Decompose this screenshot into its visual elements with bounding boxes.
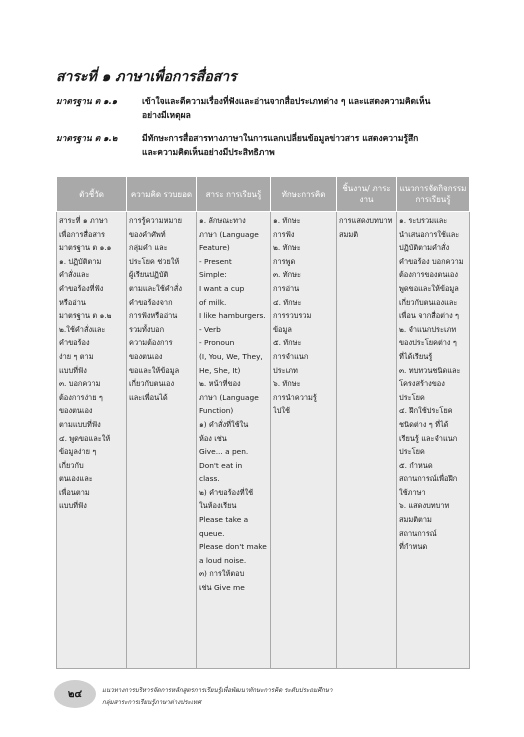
cell-line: ๑. ทักษะ <box>273 216 301 225</box>
cell-line: เกี่ยวกับ <box>59 460 84 470</box>
cell-line: Please don't make <box>199 542 267 552</box>
cell-line: ๖. ทักษะ <box>273 379 301 389</box>
cell-line: พูดขอและให้ข้อมูล <box>399 283 459 293</box>
cell-line: ภาษา (Language <box>199 229 259 239</box>
cell-line: ๑. ลักษณะทาง <box>199 216 246 225</box>
cell-line: ๕. ทักษะ <box>273 338 302 348</box>
cell-line: การอ่าน <box>273 283 300 293</box>
cell-line: ๒) คำขอร้องที่ใช้ <box>199 487 254 497</box>
cell-line: ภาษา (Language <box>199 392 259 402</box>
cell-line: ๓. ทบทวนชนิดและ <box>399 365 461 375</box>
cell-line: He, She, It) <box>199 365 241 375</box>
cell-line: ต้องการง่าย ๆ <box>59 392 103 402</box>
cell-line: การจำแนก <box>273 351 309 361</box>
cell-tasks <box>337 212 397 669</box>
cell-line: ข้อมูล <box>273 324 292 334</box>
cell-line: ห้อง เช่น <box>199 433 227 443</box>
cell-line: ข้อมูลง่าย ๆ <box>59 447 97 457</box>
cell-line: เพื่อการสื่อสาร <box>59 229 106 239</box>
cell-line: เกี่ยวกับตนเองและ <box>399 297 458 307</box>
cell-line: - Pronoun <box>199 338 235 348</box>
cell-line: ไปใช้ <box>273 406 291 416</box>
cell-line: ๓. บอกความ <box>59 379 101 389</box>
standard-2-label: มาตรฐาน ต ๑.๒ <box>56 134 118 144</box>
cell-line: ๔. ฝึกใช้ประโยค <box>399 406 453 416</box>
cell-line: เรียนรู้ และจำแนก <box>399 433 458 443</box>
cell-line: ใช้ภาษา <box>399 487 426 497</box>
table-row <box>57 212 470 669</box>
cell-line: คำขอร้อง บอกความ <box>399 256 464 266</box>
cell-line: สถานการณ์ <box>399 528 437 538</box>
cell-line: คำขอร้องที่ฟัง <box>59 283 104 293</box>
cell-line: เช่น Give me <box>199 583 245 593</box>
footer-line-1: แนวทางการบริหารจัดการหลักสูตรการเรียนรู้เพื่อพัฒนาทักษะการคิด ระดับประถมศึกษา <box>102 687 333 694</box>
cell-line: ๔. พูดขอและให้ <box>59 433 111 443</box>
page-number: ๒๔ <box>67 689 83 700</box>
cell-line: ๑) คำสั่งที่ใช้ใน <box>199 419 249 429</box>
cell-line: Simple: <box>199 270 227 280</box>
cell-line: ประโยค <box>399 447 425 457</box>
cell-line: ของคำศัพท์ <box>129 229 166 239</box>
cell-line: การฟังหรืออ่าน <box>129 311 178 321</box>
footer-line-2: กลุ่มสาระการเรียนรู้ภาษาต่างประเทศ <box>102 699 201 706</box>
cell-line: ประเภท <box>273 365 298 375</box>
cell-line: สมมติ <box>339 229 359 239</box>
standard-2-line-1: มีทักษะการสื่อสารทางภาษาในการแลกเปลี่ยนข้อมูลข่าวสาร แสดงความรู้สึก <box>142 134 419 144</box>
page-title: สาระที่ ๑ ภาษาเพื่อการสื่อสาร <box>56 69 237 85</box>
curriculum-table <box>56 176 470 669</box>
cell-line: - Verb <box>199 324 221 334</box>
cell-line: ๒. หน้าที่ของ <box>199 379 241 389</box>
cell-line: การฟัง <box>273 229 295 239</box>
standard-1-line-2: อย่างมีเหตุผล <box>142 111 191 121</box>
cell-line: ผู้เรียนปฏิบัติ <box>129 270 169 280</box>
cell-line: ต้องการของตนเอง <box>399 270 458 280</box>
header-thinking-skills: ทักษะการคิด <box>271 177 337 212</box>
cell-line: ความต้องการ <box>129 338 173 348</box>
cell-line: ที่กำหนด <box>399 542 428 552</box>
cell-line: สมมติตาม <box>399 515 432 525</box>
cell-line: queue. <box>199 528 225 538</box>
cell-line: รวมทั้งบอก <box>129 324 165 334</box>
cell-line: ที่ได้เรียนรู้ <box>399 351 433 361</box>
cell-line: การแสดงบทบาท <box>339 216 393 225</box>
cell-line: ตามและใช้คำสั่ง <box>129 283 182 293</box>
cell-line: และเพื่อนได้ <box>129 392 168 402</box>
cell-line: แบบที่ฟัง <box>59 501 87 511</box>
header-concept: ความคิด รวบยอด <box>127 177 197 212</box>
cell-line: Function) <box>199 406 234 416</box>
cell-content <box>197 212 271 669</box>
cell-concept <box>127 212 197 669</box>
cell-line: สถานการณ์เพื่อฝึก <box>399 474 458 484</box>
cell-line: ๑. ระบรวมและ <box>399 216 448 225</box>
cell-line: ปฏิบัติตามคำสั่ง <box>399 243 450 253</box>
cell-line: ๒. ทักษะ <box>273 243 301 253</box>
header-indicators: ตัวชี้วัด <box>57 177 127 212</box>
cell-line: ประโยค <box>399 392 425 402</box>
cell-line: ประโยค ช่วยให้ <box>129 256 180 266</box>
cell-line: ของตนเอง <box>129 351 163 361</box>
cell-line: การรู้ความหมาย <box>129 216 182 225</box>
cell-line: มาตรฐาน ต ๑.๒ <box>59 311 112 321</box>
cell-line: ๔. ทักษะ <box>273 297 302 307</box>
cell-line: (I, You, We, They, <box>199 351 263 361</box>
cell-line: คำขอร้อง <box>59 338 90 348</box>
cell-line: กลุ่มคำ และ <box>129 243 168 253</box>
cell-line: ๒.ใช้คำสั่งและ <box>59 324 106 334</box>
cell-line: แบบที่ฟัง <box>59 365 87 375</box>
cell-line: ๕. กำหนด <box>399 460 433 470</box>
cell-line: เพื่อนตาม <box>59 487 90 497</box>
cell-line: ๓. ทักษะ <box>273 270 301 280</box>
cell-line: of milk. <box>199 297 227 307</box>
cell-line: คำขอร้องจาก <box>129 297 173 307</box>
cell-line: a loud noise. <box>199 555 247 565</box>
cell-line: เพื่อน จากสื่อต่าง ๆ <box>399 311 460 321</box>
cell-line: การรวบรวม <box>273 311 312 321</box>
standard-1-label: มาตรฐาน ต ๑.๑ <box>56 97 118 107</box>
cell-line: ง่าย ๆ ตาม <box>59 351 94 361</box>
cell-line: ในห้องเรียน <box>199 501 237 511</box>
cell-line: สาระที่ ๑ ภาษา <box>59 216 108 225</box>
cell-line: class. <box>199 474 220 484</box>
cell-line: ๖. แสดงบทบาท <box>399 501 450 511</box>
cell-line: ของประโยคต่าง ๆ <box>399 338 457 348</box>
cell-line: ตนเองและ <box>59 474 93 484</box>
standard-1-line-1: เข้าใจและตีความเรื่องที่ฟังและอ่านจากสื่อประเภทต่าง ๆ และแสดงความคิดเห็น <box>142 97 431 107</box>
cell-line: - Present <box>199 256 232 266</box>
cell-line: I like hamburgers. <box>199 311 266 321</box>
header-tasks: ชิ้นงาน/ ภาระงาน <box>337 177 397 212</box>
header-content: สาระ การเรียนรู้ <box>197 177 271 212</box>
header-activities: แนวการจัดกิจกรรม การเรียนรู้ <box>397 177 470 212</box>
cell-line: โครงสร้างของ <box>399 379 445 389</box>
standard-2-line-2: และความคิดเห็นอย่างมีประสิทธิภาพ <box>142 148 275 158</box>
cell-line: ของตนเอง <box>59 406 93 416</box>
cell-line: การนำความรู้ <box>273 392 317 402</box>
cell-thinking-skills <box>271 212 337 669</box>
cell-line: Feature) <box>199 243 230 253</box>
table-header-row <box>57 177 470 212</box>
cell-line: คำสั่งและ <box>59 270 90 280</box>
cell-line: Don't eat in <box>199 460 243 470</box>
cell-line: นำเสนอการใช้และ <box>399 229 460 239</box>
cell-line: หรืออ่าน <box>59 297 86 307</box>
cell-line: ๒. จำแนกประเภท <box>399 324 457 334</box>
cell-indicators <box>57 212 127 669</box>
cell-line: ๑. ปฏิบัติตาม <box>59 256 102 266</box>
cell-line: I want a cup <box>199 283 245 293</box>
cell-line: เกี่ยวกับตนเอง <box>129 379 175 389</box>
cell-line: ชนิดต่าง ๆ ที่ได้ <box>399 419 449 429</box>
cell-line: ตามแบบที่ฟัง <box>59 419 101 429</box>
cell-line: Give... a pen. <box>199 447 249 457</box>
cell-line: Please take a <box>199 515 249 525</box>
cell-activities <box>397 212 470 669</box>
cell-line: มาตรฐาน ต ๑.๑ <box>59 243 112 253</box>
cell-line: การพูด <box>273 256 296 266</box>
cell-line: ขอและให้ข้อมูล <box>129 365 180 375</box>
cell-line: ๓) การให้ตอบ <box>199 569 245 579</box>
